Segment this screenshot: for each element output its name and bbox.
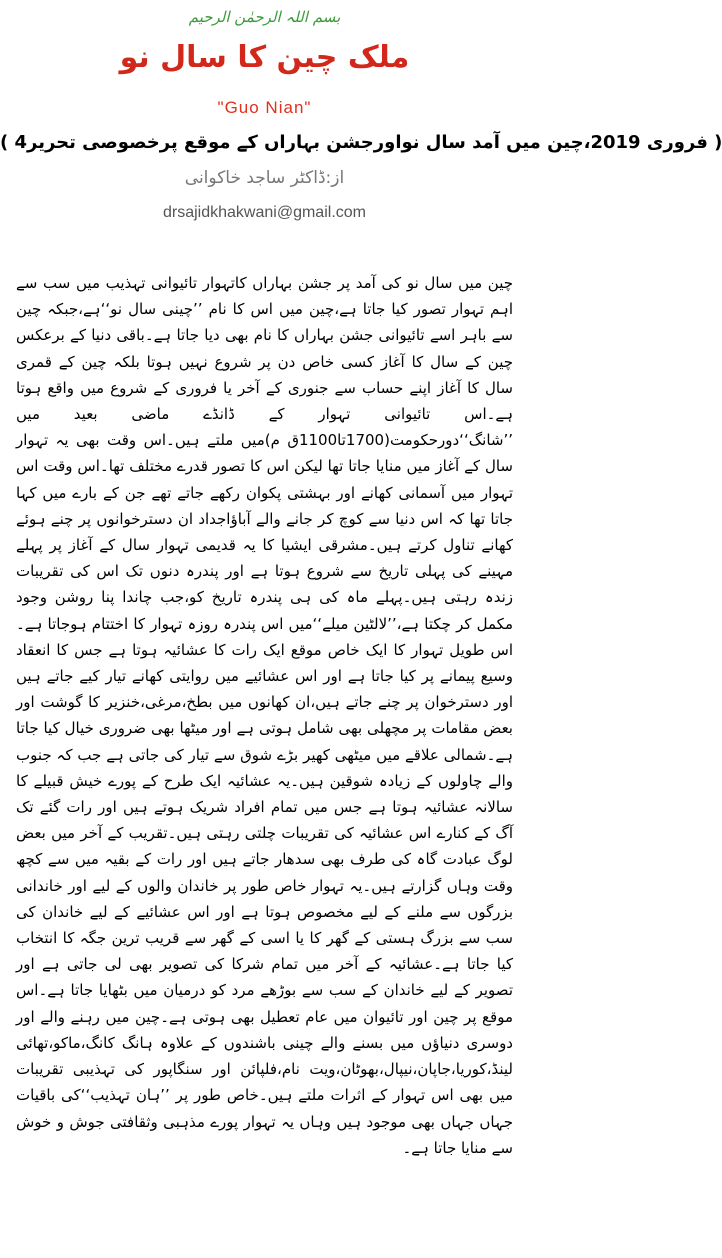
article-subtitle: "Guo Nian" [217, 98, 312, 117]
article-title: ملک چین کا سال نو [119, 40, 410, 75]
article-caption: ( 4فروری 2019،چین میں آمد سال نواورجشن بہاراں کے موقع پرخصوصی تحریر ) [0, 132, 722, 153]
article-body: چین میں سال نو کی آمد پر جشن بہاراں کاتہوار تائیوانی تہذیب میں سب سے اہم تہوار تصور کیا جاتا ہے،چین میں اس کا نام ’’چینی سال نو‘‘ہے،جبکہ چین سے باہر اسے تائیوانی جشن بہاراں کا نام بھی دیا جاتا ہے۔باقی دنیا کے برعکس چین کے سال کا آغاز کسی خاص دن پر شروع نہیں ہوتا بلکہ چین کے قمری سال کا آغاز اپنے حساب سے جنوری کے آخر یا فروری کے شروع میں واقع ہوتا ہے۔اس تائیوانی تہوار کے ڈانڈے ماضی بعید میں ’’شانگ‘‘دورحکومت(1700تا1100ق م)میں ملتے ہیں۔اس وقت بھی یہ تہوار سال کے آغاز میں منایا جاتا تھا لیکن اس کا تصور قدرے مختلف تھا۔اس وقت اس تہوار میں آسمانی کھانے اور بہشتی پکوان رکھے جاتے تھے جن کے بارے میں کہا جاتا تھا کہ اس دنیا سے کوچ کر جانے والے آباؤاجداد ان دسترخوانوں پر چنے ہوئے کھانے تناول کرتے ہیں۔مشرقی ایشیا کا یہ قدیمی تہوار سال کے آغاز پر پہلے مہینے کی پہلی تاریخ سے شروع ہوتا ہے اور پندرہ دنوں تک اس کی تقریبات زندہ رہتی ہیں۔پہلے ماہ کی ہی پندرہ تاریخ کو،جب چاندا پنا روشن وجود مکمل کر چکتا ہے،’’لالٹین میلے‘‘میں اس پندرہ روزہ تہوار کا اختتام ہوجاتا ہے۔اس طویل تہوار کا ایک خاص موقع ایک رات کا عشائیہ ہوتا ہے جس کا انعقاد وسیع پیمانے پر کیا جاتا ہے اور اس عشائیے میں روایتی کھانے تیار کیے جاتے ہیں اور دسترخوان پر چنے جاتے ہیں،ان کھانوں میں بطخ،مرغی،خنزیر کا گوشت اور بعض مقامات پر مچھلی بھی شامل ہوتی ہے اور میٹھا بھی ضروری خیال کیا جاتا ہے۔شمالی علاقے میں میٹھی کھیر بڑے شوق سے تیار کی جاتی ہے جب کہ جنوب والے چاولوں کے زیادہ شوقین ہیں۔یہ عشائیہ ایک طرح کے پورے خیش قبیلے کا سالانہ عشائیہ ہوتا ہے جس میں تمام افراد شریک ہوتے ہیں اور رات گئے تک آگ کے کنارے اس عشائیہ کی تقریبات چلتی رہتی ہیں۔تقریب کے آخر میں بعض لوگ عبادت گاہ کی طرف بھی سدھار جاتے ہیں اور رات کے بقیہ میں سے کچھ وقت وہاں گزارتے ہیں۔یہ تہوار خاص طور پر خاندان والوں کے لیے اور خاندانی بزرگوں سے ملنے کے لیے مخصوص ہوتا ہے اور اس عشائیے کے لیے خاندان کی سب سے بزرگ ہستی کے گھر کا یا اسی کے گھر سے قریب ترین جگہ کا انتخاب کیا جاتا ہے۔عشائیہ کے آخر میں تمام شرکا کی تصویر بھی لی جاتی ہے اور تصویر کے لیے خاندان کے سب سے بوڑھے مرد کو درمیان میں بٹھایا جاتا ہے۔اس موقع پر چین اور تائیوان میں عام تعطیل بھی ہوتی ہے۔چین میں رہنے والے اور دوسری دنیاؤں میں بسنے والے چینی باشندوں کے علاوہ ہانگ کانگ،ماکو،تھائی لینڈ،کوریا،جاپان،نیپال،بھوٹان،ویت نام،فلپائن اور سنگاپور کی تہذیبی تقریبات میں بھی اس تہوار کے اثرات ملتے ہیں۔خاص طور پر ’’ہان تہذیب‘‘کی باقیات جہاں جہاں بھی موجود ہیں وہاں یہ تہوار پورے مذہبی وثقافتی جوش و خوش سے منایا جاتا ہے۔ [16, 274, 513, 1157]
bismillah-heading: بسم اللہ الرحمٰن الرحیم [188, 8, 341, 26]
author-email: drsajidkhakwani@gmail.com [163, 204, 366, 221]
author-byline: از:ڈاکٹر ساجد خاکوانی [184, 168, 345, 188]
